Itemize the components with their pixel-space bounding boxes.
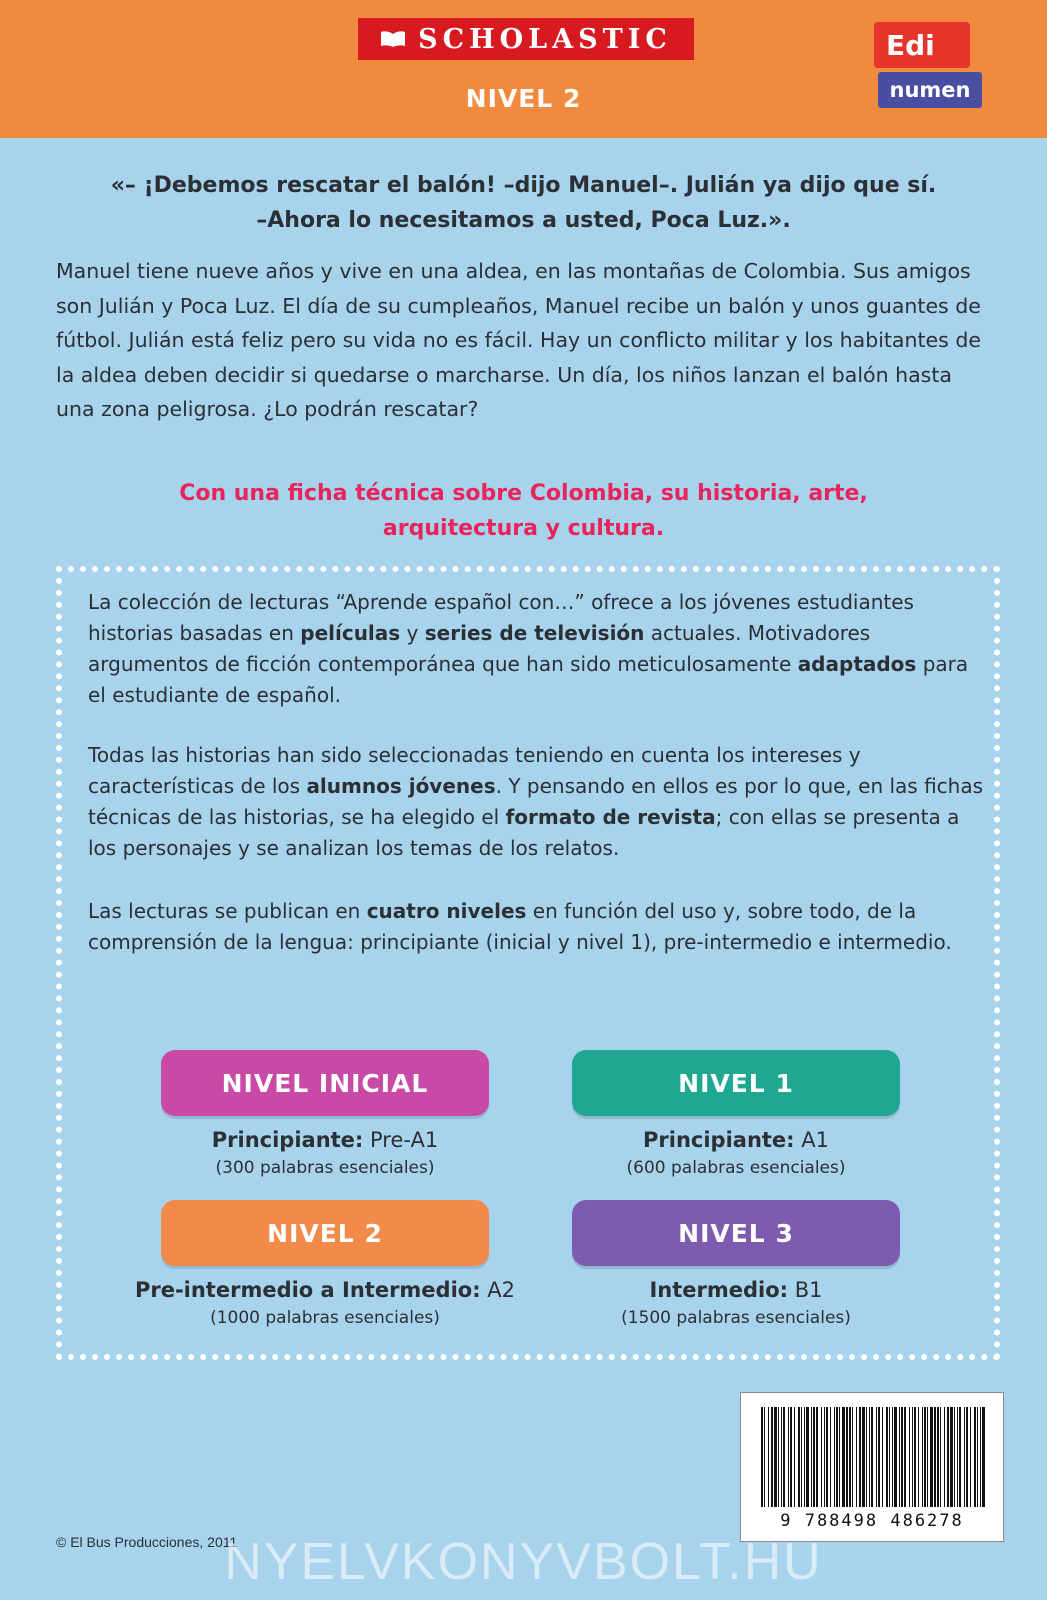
level-1-title (526, 1128, 946, 1152)
barcode-bar (764, 1407, 765, 1507)
barcode-bar (924, 1407, 926, 1507)
barcode-bar (944, 1407, 945, 1507)
level-3-words: (1500 palabras esenciales) (621, 1308, 851, 1328)
barcode-bar (826, 1407, 828, 1507)
edinumen-logo-top: Edi (874, 22, 970, 68)
p1-bold-peliculas: películas (300, 621, 401, 645)
barcode-bar (852, 1407, 853, 1507)
barcode-bar (813, 1407, 815, 1507)
p1-text-d: actuales. Motivadores argumentos de ficción contemporánea que han sido meticulosamente (88, 621, 871, 676)
level-heading: NIVEL 2 (465, 84, 582, 113)
barcode-bar (824, 1407, 825, 1507)
barcode-bar (957, 1407, 958, 1507)
barcode-bar (801, 1407, 802, 1507)
edinumen-logo-bottom: numen (878, 72, 982, 108)
level-1-cefr: A1 (801, 1128, 829, 1152)
barcode-bar (886, 1407, 888, 1507)
barcode-bar (980, 1407, 981, 1507)
barcode-bar (970, 1407, 971, 1507)
barcode-bar (790, 1407, 792, 1507)
barcode-bar (839, 1407, 840, 1507)
barcode-bar (811, 1407, 812, 1507)
p2-text-a: Todas las historias han sido seleccionadas teniendo en cuenta los intereses y características de los (88, 743, 861, 798)
p2-text-c: . Y pensando en ellos es por lo que, en las fichas técnicas de las historias, se ha elegido el (88, 774, 984, 829)
barcode-bar (899, 1407, 900, 1507)
p3-text-a: Las lecturas se publican en (88, 899, 367, 923)
p2-bold-alumnos: alumnos jóvenes (306, 774, 496, 798)
barcode-bar (950, 1407, 953, 1507)
barcode-bar (768, 1407, 769, 1507)
isbn-barcode (740, 1392, 1004, 1542)
p1-bold-adaptados: adaptados (797, 652, 917, 676)
level-1-title-bold: Principiante: (643, 1128, 795, 1152)
p3-text-c: en función del uso y, sobre todo, de la comprensión de la lengua: principiante (inicial y nivel 1), pre-intermedio e intermedio. (88, 899, 952, 954)
p2-bold-formato: formato de revista (505, 805, 716, 829)
level-2-words: (1000 palabras esenciales) (210, 1308, 440, 1328)
barcode-bar (761, 1407, 763, 1507)
quote-line-1: «– ¡Debemos rescatar el balón! –dijo Manuel–. Julián ya dijo que sí. (110, 173, 937, 198)
level-3-title (526, 1278, 946, 1302)
barcode-bar (856, 1407, 857, 1507)
level-inicial-title-bold: Principiante: (211, 1128, 364, 1152)
barcode-bar (927, 1407, 928, 1507)
barcode-bar (816, 1407, 818, 1507)
barcode-bar (954, 1407, 955, 1507)
level-inicial-cefr: Pre-A1 (370, 1128, 439, 1152)
p1-text-a: La colección de lecturas “Aprende español con…” ofrece a los jóvenes estudiantes historias basadas en (88, 590, 914, 645)
barcode-bar (934, 1407, 936, 1507)
p1-text-e: para el estudiante de español. (88, 652, 969, 707)
barcode-bar (774, 1407, 777, 1507)
level-badge-2: NIVEL 2 (161, 1200, 489, 1266)
barcode-bar (859, 1407, 861, 1507)
barcode-bar (894, 1407, 897, 1507)
barcode-bar (806, 1407, 809, 1507)
header-band (0, 0, 1047, 138)
barcode-bar (918, 1407, 919, 1507)
barcode-bar (966, 1407, 968, 1507)
barcode-bar (937, 1407, 939, 1507)
barcode-bar (914, 1407, 916, 1507)
site-watermark: NYELVKONYVBOLT.HU (224, 1533, 823, 1591)
barcode-bar (869, 1407, 870, 1507)
barcode-bar (912, 1407, 913, 1507)
barcode-bar (778, 1407, 779, 1507)
barcode-bar (892, 1407, 893, 1507)
level-1-words: (600 palabras esenciales) (626, 1158, 846, 1178)
barcode-bar (771, 1407, 773, 1507)
barcode-bar (909, 1407, 910, 1507)
barcode-bar (982, 1407, 985, 1507)
barcode-bar (788, 1407, 789, 1507)
copyright-notice: © El Bus Producciones, 2011 (56, 1534, 238, 1550)
barcode-bar (798, 1407, 800, 1507)
barcode-bar (947, 1407, 949, 1507)
barcode-bar (871, 1407, 873, 1507)
barcode-bar (783, 1407, 785, 1507)
barcode-bar (974, 1407, 976, 1507)
barcode-bar (821, 1407, 822, 1507)
barcode-bar (876, 1407, 877, 1507)
scholastic-logo (358, 18, 694, 60)
synopsis-text: Manuel tiene nueve años y vive en una aldea, en las montañas de Colombia. Sus amigos son Julián y Poca Luz. El día de su cumpleaños, Manuel recibe un balón y unos guantes de fútbol. Julián está feliz pero su vida no es fácil. Hay un conflicto militar y los habitantes de la aldea deben decidir si quedarse o marcharse. Un día, los niños lanzan el balón hasta una zona peligrosa. ¿Lo podrán rescatar? (56, 259, 981, 421)
collection-paragraph-1 (88, 587, 988, 711)
barcode-bar (846, 1407, 848, 1507)
publisher-name: SCHOLASTIC (418, 23, 672, 55)
barcode-bar (836, 1407, 838, 1507)
barcode-bar (781, 1407, 782, 1507)
collection-paragraph-2 (88, 740, 988, 864)
collection-paragraph-3 (88, 896, 988, 958)
level-2-title (95, 1278, 555, 1302)
open-book-icon (380, 30, 406, 48)
ficha-line-1: Con una ficha técnica sobre Colombia, su historia, arte, (179, 481, 868, 506)
barcode-bar (964, 1407, 965, 1507)
barcode-bar (882, 1407, 883, 1507)
p2-text-d: ; con ellas se presenta a los personajes y se analizan los temas de los relatos. (88, 805, 960, 860)
barcode-bar (878, 1407, 880, 1507)
barcode-bar (889, 1407, 890, 1507)
p1-text-c: y (400, 621, 425, 645)
isbn-number: 9 788498 486278 (780, 1511, 964, 1531)
barcode-bar (794, 1407, 795, 1507)
level-3-title-bold: Intermedio: (649, 1278, 789, 1302)
barcode-bar (959, 1407, 961, 1507)
barcode-bar (804, 1407, 805, 1507)
barcode-bar (922, 1407, 923, 1507)
level-inicial-words: (300 palabras esenciales) (215, 1158, 435, 1178)
barcode-bar (834, 1407, 835, 1507)
level-badge-1: NIVEL 1 (572, 1050, 900, 1116)
level-badge-inicial: NIVEL INICIAL (161, 1050, 489, 1116)
barcode-bar (901, 1407, 903, 1507)
p1-bold-series: series de televisión (424, 621, 645, 645)
ficha-tecnica-note (110, 476, 937, 546)
level-2-cefr: A2 (487, 1278, 516, 1302)
level-badge-3: NIVEL 3 (572, 1200, 900, 1266)
p3-bold-niveles: cuatro niveles (366, 899, 527, 923)
barcode-bars (759, 1407, 985, 1507)
barcode-bar (940, 1407, 941, 1507)
ficha-line-2: arquitectura y cultura. (382, 516, 665, 541)
barcode-bar (842, 1407, 845, 1507)
quote-line-2: –Ahora lo necesitamos a usted, Poca Luz.». (256, 208, 791, 233)
barcode-bar (904, 1407, 906, 1507)
barcode-bar (977, 1407, 978, 1507)
barcode-bar (830, 1407, 831, 1507)
barcode-bar (866, 1407, 867, 1507)
barcode-bar (930, 1407, 933, 1507)
back-cover-quote (60, 168, 987, 238)
edinumen-logo (872, 18, 992, 116)
level-3-cefr: B1 (794, 1278, 823, 1302)
level-2-title-bold: Pre-intermedio a Intermedio: (134, 1278, 481, 1302)
level-inicial-title (115, 1128, 535, 1152)
barcode-bar (849, 1407, 851, 1507)
barcode-bar (862, 1407, 865, 1507)
